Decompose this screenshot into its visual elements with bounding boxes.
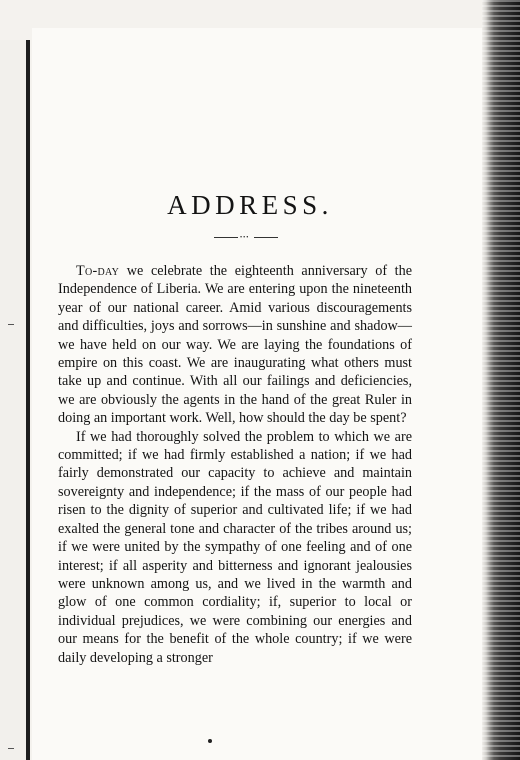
body-text [58,262,412,667]
paragraph-1 [58,262,412,428]
paragraph-1-text: we celebrate the eighteenth anniversary of the Independence of Liberia. We are entering upon the nineteenth year of our national career. Amid various discouragements and difficulties, joys and sorrows—in sunshine and shadow—we have held on our way. We are laying the foundations of empire on this coast. We are inaugurating what others must take up and continue. With all our failings and deficiencies, we are obviously the agents in the hand of the great Ruler in doing an important work. Well, how should the day be spent? [58,263,412,427]
margin-tick [8,324,14,325]
margin-tick [8,748,14,749]
paragraph-2: If we had thoroughly solved the problem to which we are committed; if we had firmly established a nation; if we had fairly demonstrated our capacity to achieve and maintain sovereignty and independence; if the mass of our people had risen to the dignity of superior and cultivated life; if we had exalted the general tone and character of the tribes around us; if we were united by the sympathy of one feeling and of one interest; if all asperity and bitterness and ignorant jealousies were unknown among us, and we lived in the warmth and glow of one common cordiality; if, superior to local or individual prejudices, we were combining our energies and our means for the benefit of the whole country; if we were daily developing a stronger [58,428,412,666]
page-title: ADDRESS. [167,190,333,220]
title-ornament [214,236,278,240]
page-right-edge [482,0,520,760]
page-footer-mark [208,739,212,743]
page-left-edge [0,40,30,760]
paragraph-1-lead: To-day [76,263,120,279]
ornament-dots: ••• [240,235,250,241]
ornament-line-left [214,237,238,238]
ornament-line-right [254,237,278,238]
